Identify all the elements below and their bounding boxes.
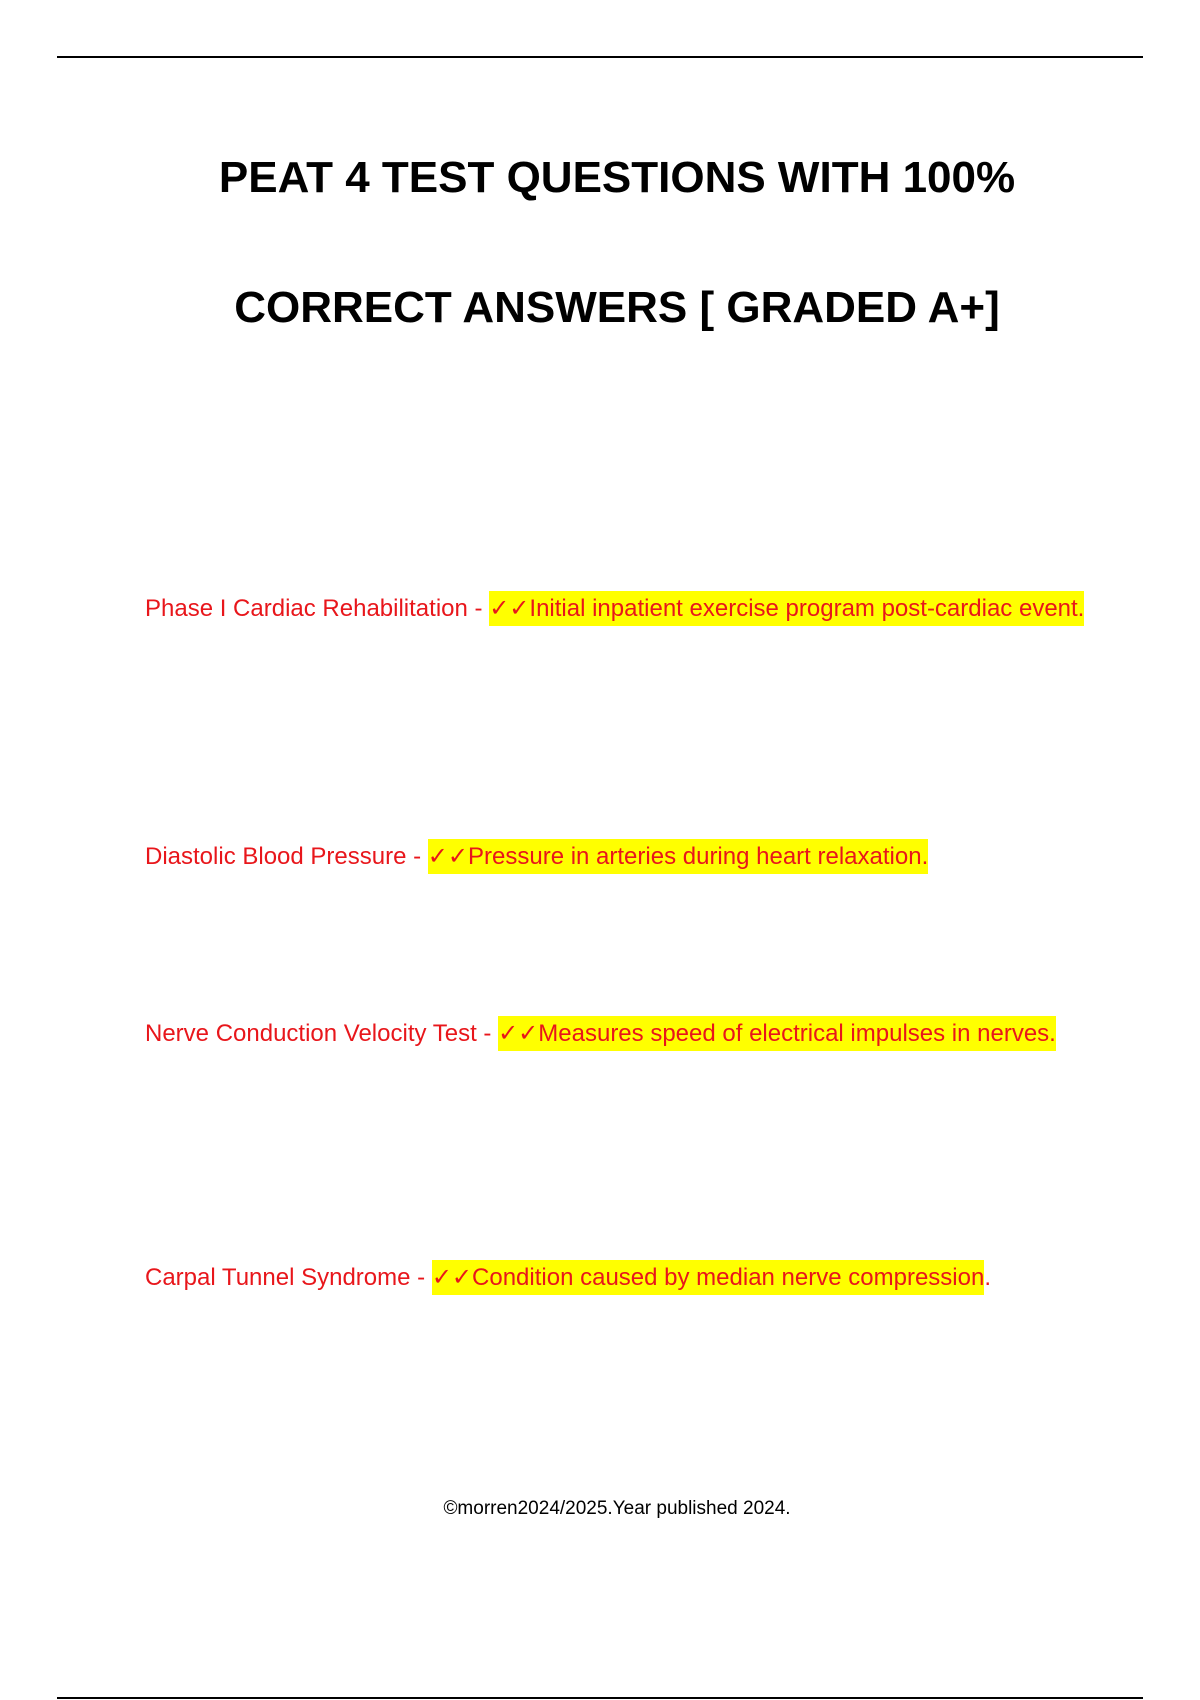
answer-highlight — [432, 1260, 985, 1295]
qa-entry — [145, 1241, 1085, 1314]
top-rule — [57, 56, 1143, 58]
answer-trailing: . — [984, 1264, 991, 1291]
double-check-icon: ✓✓ — [498, 1019, 539, 1047]
answer-text: Initial inpatient exercise program post-cardiac event. — [529, 595, 1085, 622]
answer-highlight — [428, 839, 928, 874]
qa-entry — [145, 820, 1085, 893]
answer-text: Condition caused by median nerve compression — [472, 1264, 985, 1291]
double-check-icon: ✓✓ — [431, 1263, 473, 1291]
answer-highlight — [489, 591, 1084, 626]
qa-entry — [145, 572, 1085, 645]
document-title-line-2: CORRECT ANSWERS [ GRADED A+] — [234, 283, 1000, 332]
copyright-footer: ©morren2024/2025.Year published 2024. — [443, 1498, 791, 1519]
document-title-line-1: PEAT 4 TEST QUESTIONS WITH 100% — [218, 153, 1016, 202]
double-check-icon: ✓✓ — [427, 842, 468, 870]
question-term: Diastolic Blood Pressure - — [145, 843, 428, 870]
question-term: Carpal Tunnel Syndrome - — [145, 1264, 432, 1291]
answer-highlight — [498, 1016, 1056, 1051]
answer-text: Measures speed of electrical impulses in nerves. — [538, 1020, 1056, 1047]
answer-text: Pressure in arteries during heart relaxation. — [468, 843, 929, 870]
double-check-icon: ✓✓ — [489, 594, 530, 622]
qa-entry — [145, 997, 1085, 1070]
question-term: Nerve Conduction Velocity Test - — [145, 1020, 499, 1047]
question-term: Phase I Cardiac Rehabilitation - — [145, 595, 490, 622]
bottom-rule — [57, 1697, 1143, 1699]
